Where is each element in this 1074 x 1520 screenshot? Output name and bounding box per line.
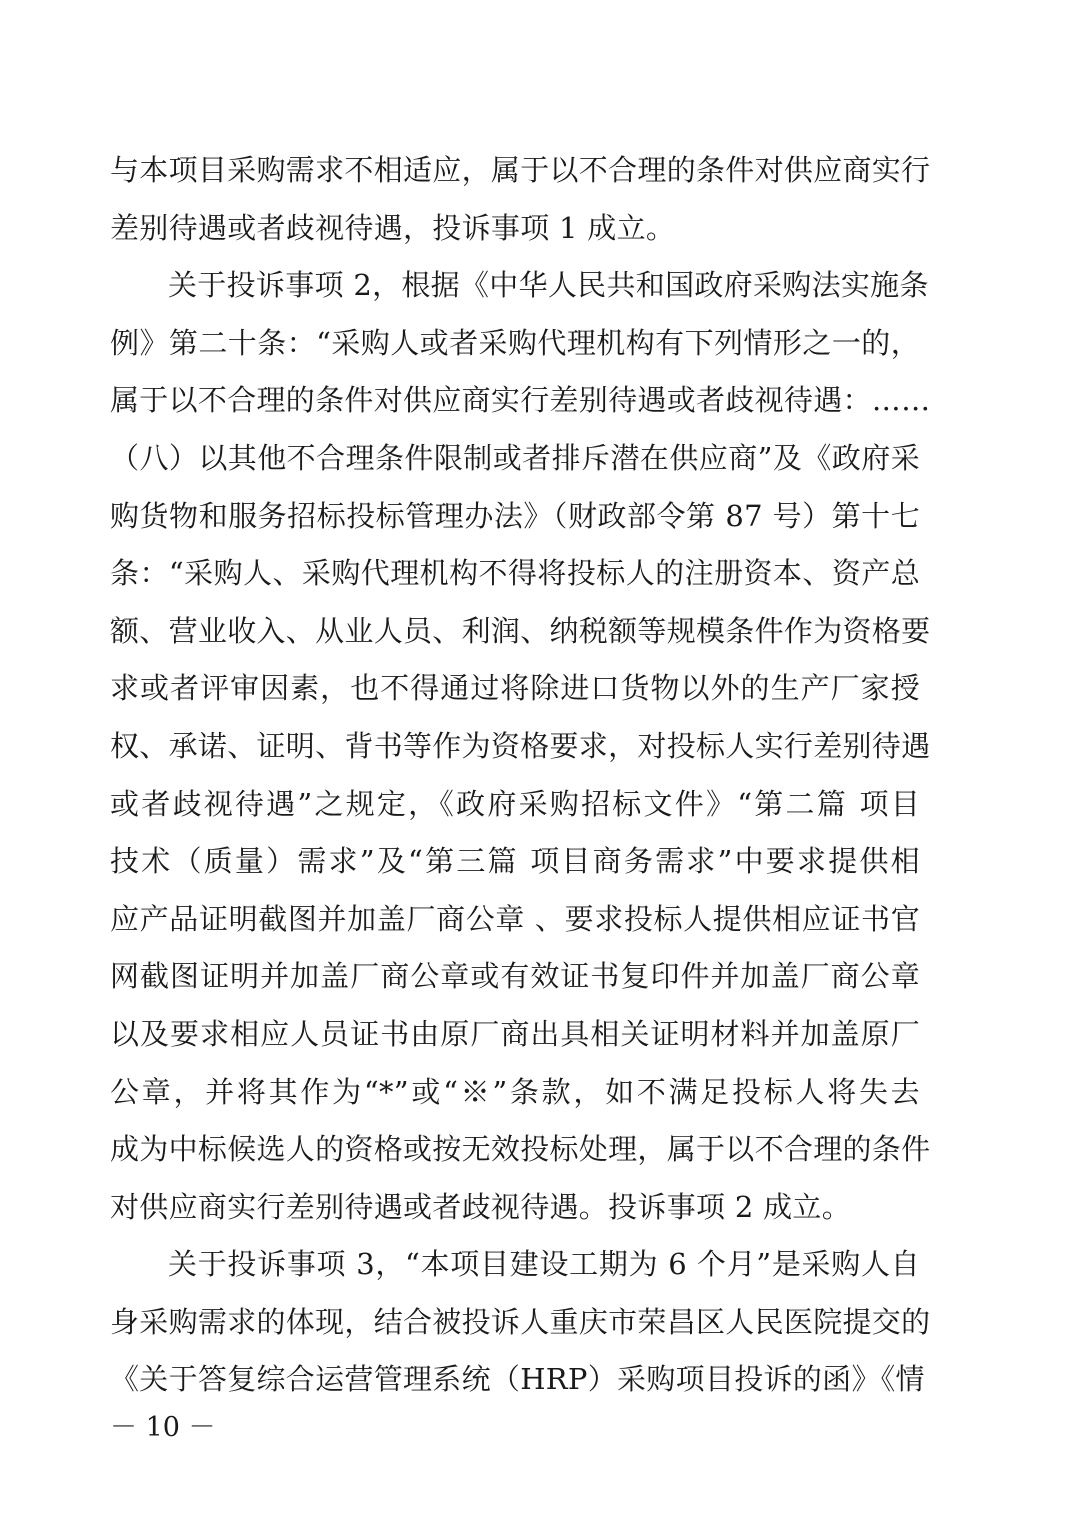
paragraph-start-line: 关于投诉事项 3，“本项目建设工期为 6 个月”是采购人自: [168, 1247, 920, 1282]
text-line: 成为中标候选人的资格或按无效投标处理，属于以不合理的条件: [110, 1132, 931, 1167]
text-line: 公章，并将其作为“*”或“※”条款，如不满足投标人将失去: [110, 1074, 920, 1109]
text-line: 技术（质量）需求”及“第三篇 项目商务需求”中要求提供相: [110, 844, 920, 879]
text-line: 或者歧视待遇”之规定，《政府采购招标文件》“第二篇 项目: [110, 786, 920, 821]
text-line: 以及要求相应人员证书由原厂商出具相关证明材料并加盖原厂: [110, 1016, 920, 1051]
text-line: 购货物和服务招标投标管理办法》（财政部令第 87 号）第十七: [110, 498, 920, 533]
text-line: 权、承诺、证明、背书等作为资格要求，对投标人实行差别待遇: [110, 728, 931, 763]
text-line: 与本项目采购需求不相适应，属于以不合理的条件对供应商实行: [110, 153, 931, 187]
text-line: 身采购需求的体现，结合被投诉人重庆市荣昌区人民医院提交的: [110, 1304, 931, 1339]
text-line: 应产品证明截图并加盖厂商公章 、要求投标人提供相应证书官: [110, 901, 920, 936]
text-line: 求或者评审因素，也不得通过将除进口货物以外的生产厂家授: [110, 671, 920, 706]
text-line: 网截图证明并加盖厂商公章或有效证书复印件并加盖厂商公章: [110, 959, 920, 994]
text-line: 对供应商实行差别待遇或者歧视待遇。投诉事项 2 成立。: [110, 1189, 851, 1224]
text-line: 属于以不合理的条件对供应商实行差别待遇或者歧视待遇：……: [110, 383, 931, 418]
text-line: 例》第二十条：“采购人或者采购代理机构有下列情形之一的，: [110, 325, 920, 360]
text-line: 条：“采购人、采购代理机构不得将投标人的注册资本、资产总: [110, 556, 920, 591]
paragraph-start-line: 关于投诉事项 2，根据《中华人民共和国政府采购法实施条: [168, 268, 929, 303]
body-text: [110, 142, 931, 1409]
text-line: 差别待遇或者歧视待遇，投诉事项 1 成立。: [110, 210, 676, 245]
text-line: 额、营业收入、从业人员、利润、纳税额等规模条件作为资格要: [110, 613, 931, 648]
text-line: （八）以其他不合理条件限制或者排斥潜在供应商”及《政府采: [110, 440, 920, 475]
text-line: 《关于答复综合运营管理系统（HRP）采购项目投诉的函》《情: [110, 1362, 925, 1397]
page-number: － 10 －: [110, 1412, 216, 1443]
